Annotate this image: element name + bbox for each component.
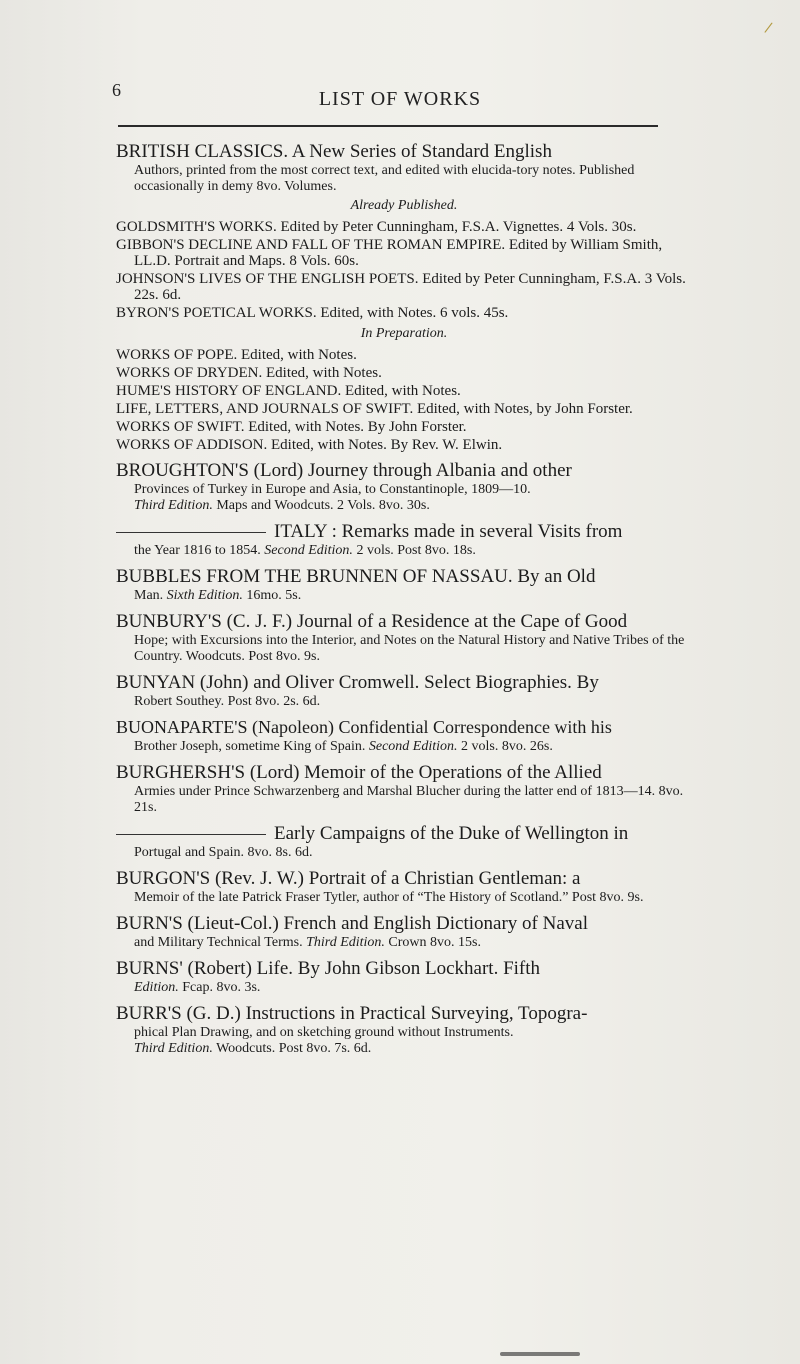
edition-text: Second Edition. [264,543,353,558]
entry-description [116,588,692,604]
sub-entry: WORKS OF DRYDEN. Edited, with Notes. [116,365,382,381]
desc-text: Fcap. 8vo. 3s. [178,980,261,995]
desc-text: Woodcuts. Post 8vo. 7s. 6d. [212,1041,372,1056]
entry-heading [116,520,692,543]
entry-description [116,739,692,755]
edition-text: Second Edition. [368,739,458,754]
entry-description [116,935,692,951]
entry-description: Authors, printed from the most correct text, and edited with elucida-tory notes. Published occasionally in demy 8vo. Volumes. [134,163,635,194]
corner-pencil-mark: / [763,19,774,37]
works-list [116,140,692,1063]
edition-text: Edition. [134,980,179,995]
entry-description [116,980,692,996]
entry-heading: BROUGHTON'S (Lord) Journey through Albania and other [116,460,572,481]
entry-buonaparte [116,716,692,755]
entry-description: Armies under Prince Schwarzenberg and Marshal Blucher during the latter end of 1813—14. 8vo. 21s. [134,784,684,815]
entry-british-classics [116,140,692,453]
desc-text: 16mo. 5s. [242,588,302,603]
entry-heading: BURGHERSH'S (Lord) Memoir of the Operations of the Allied [116,762,602,783]
entry-italy [116,520,692,559]
entry-heading: BURN'S (Lieut-Col.) French and English Dictionary of Naval [116,913,589,934]
entry-heading: BURR'S (G. D.) Instructions in Practical Surveying, Topogra- [116,1003,588,1024]
desc-text: Crown 8vo. 15s. [384,935,481,950]
edition-text: Third Edition. [134,1041,213,1056]
entry-description: Memoir of the late Patrick Fraser Tytler, author of “The History of Scotland.” Post 8vo. 9s. [134,890,644,905]
entry-burns [116,957,692,996]
heading-text: ITALY : Remarks made in several Visits from [274,521,623,542]
entry-burn [116,912,692,951]
ditto-dash [116,834,266,835]
heading-text: Early Campaigns of the Duke of Wellington in [274,823,629,844]
entry-heading: BUNYAN (John) and Oliver Cromwell. Select Biographies. By [116,672,599,693]
sub-entry: WORKS OF POPE. Edited, with Notes. [116,347,357,363]
in-preparation-label: In Preparation. [360,326,448,341]
entry-bunyan [116,671,692,710]
entry-heading: BRITISH CLASSICS. A New Series of Standard English [116,141,552,162]
sub-entry: WORKS OF SWIFT. Edited, with Notes. By John Forster. [116,419,467,435]
desc-text: 2 vols. 8vo. 26s. [457,739,553,754]
entry-description: Portugal and Spain. 8vo. 8s. 6d. [134,845,313,860]
sub-entry: HUME'S HISTORY OF ENGLAND. Edited, with Notes. [116,383,461,399]
page-number: 6 [112,80,121,100]
entry-description: Robert Southey. Post 8vo. 2s. 6d. [134,694,321,709]
desc-text: the Year 1816 to 1854. [134,543,265,558]
sub-entry: JOHNSON'S LIVES OF THE ENGLISH POETS. Edited by Peter Cunningham, F.S.A. 3 Vols. 22s. 6d. [116,271,686,303]
desc-text: Brother Joseph, sometime King of Spain. [134,739,369,754]
entry-bunbury [116,610,692,665]
desc-text: Provinces of Turkey in Europe and Asia, to Constantinople, 1809—10. [134,482,531,497]
entry-description [116,543,692,559]
entry-heading [116,822,692,845]
desc-text: and Military Technical Terms. [134,935,307,950]
entry-wellington [116,822,692,861]
entry-description [116,1025,692,1057]
sub-entry: GIBBON'S DECLINE AND FALL OF THE ROMAN EMPIRE. Edited by William Smith, LL.D. Portrait and Maps. 8 Vols. 60s. [116,237,663,269]
ink-smudge [500,1352,580,1356]
entry-heading: BUBBLES FROM THE BRUNNEN OF NASSAU. By an Old [116,566,596,587]
sub-entry: WORKS OF ADDISON. Edited, with Notes. By Rev. W. Elwin. [116,437,503,453]
running-head: LIST OF WORKS [318,88,482,110]
entry-heading: BUONAPARTE'S (Napoleon) Confidential Correspondence with his [116,717,612,737]
desc-text: 2 vols. Post 8vo. 18s. [352,543,476,558]
entry-broughton [116,459,692,514]
edition-text: Third Edition. [306,935,385,950]
entry-burr [116,1002,692,1057]
ditto-dash [116,532,266,533]
already-published-label: Already Published. [350,198,458,213]
sub-entry: BYRON'S POETICAL WORKS. Edited, with Notes. 6 vols. 45s. [116,305,509,321]
entry-burghersh [116,761,692,816]
desc-text: phical Plan Drawing, and on sketching ground without Instruments. [134,1025,514,1040]
header-rule [118,125,658,127]
edition-text: Sixth Edition. [166,588,243,603]
entry-description [116,482,692,514]
edition-text: Third Edition. [134,498,213,513]
desc-text: Man. [134,588,167,603]
desc-text: Maps and Woodcuts. 2 Vols. 8vo. 30s. [212,498,430,513]
sub-entry: LIFE, LETTERS, AND JOURNALS OF SWIFT. Edited, with Notes, by John Forster. [116,401,633,417]
entry-description: Hope; with Excursions into the Interior, and Notes on the Natural History and Native Tribes of the Country. Woodcuts. Post 8vo. 9s. [134,633,685,664]
entry-heading: BURGON'S (Rev. J. W.) Portrait of a Christian Gentleman: a [116,868,581,889]
sub-entry: GOLDSMITH'S WORKS. Edited by Peter Cunningham, F.S.A. Vignettes. 4 Vols. 30s. [116,219,637,235]
entry-bubbles [116,565,692,604]
entry-heading: BURNS' (Robert) Life. By John Gibson Lockhart. Fifth [116,958,541,979]
entry-burgon [116,867,692,906]
entry-heading: BUNBURY'S (C. J. F.) Journal of a Residence at the Cape of Good [116,611,628,632]
